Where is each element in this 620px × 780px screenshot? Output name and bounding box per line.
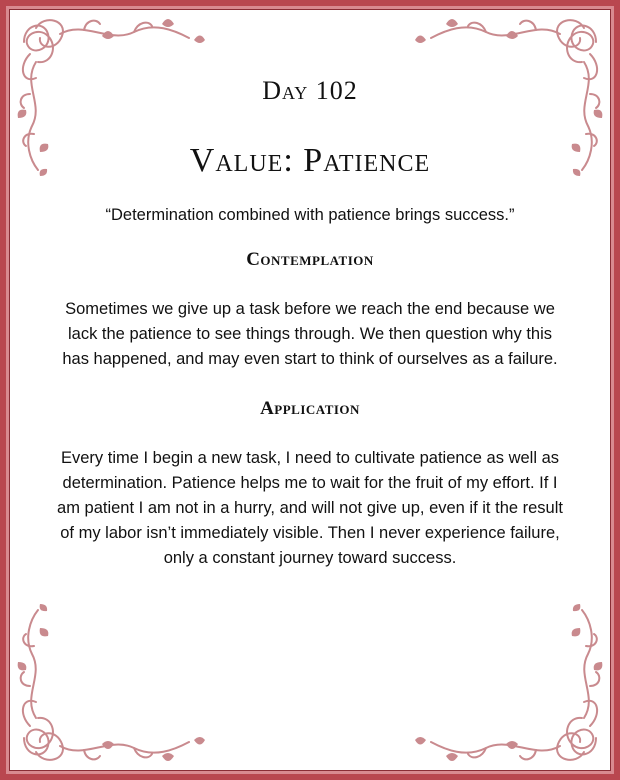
contemplation-text: Sometimes we give up a task before we reach the end because we lack the patience to see things through. We then question why this has happened, and may even start to think of ourselves as a failure. — [62, 300, 558, 368]
contemplation-heading: Contemplation — [246, 249, 374, 270]
application-text: Every time I begin a new task, I need to cultivate patience as well as determination. Patience helps me to wait for the fruit of my effort. If I am patient I am not in a hurry, and will not give up, even if it the result of my labor isn’t immediately visible. Then I never experience failure, only a constant journey toward success. — [57, 449, 563, 567]
page-frame-inner — [6, 6, 614, 774]
day-title: Day 102 — [262, 76, 358, 105]
application-heading: Application — [260, 398, 360, 419]
value-title: Value: Patience — [189, 142, 431, 179]
page-paper — [9, 9, 611, 771]
page-content — [50, 10, 570, 571]
corner-ornament-icon — [406, 596, 606, 766]
quote: “Determination combined with patience brings success.” — [105, 206, 515, 224]
corner-ornament-icon — [14, 596, 214, 766]
